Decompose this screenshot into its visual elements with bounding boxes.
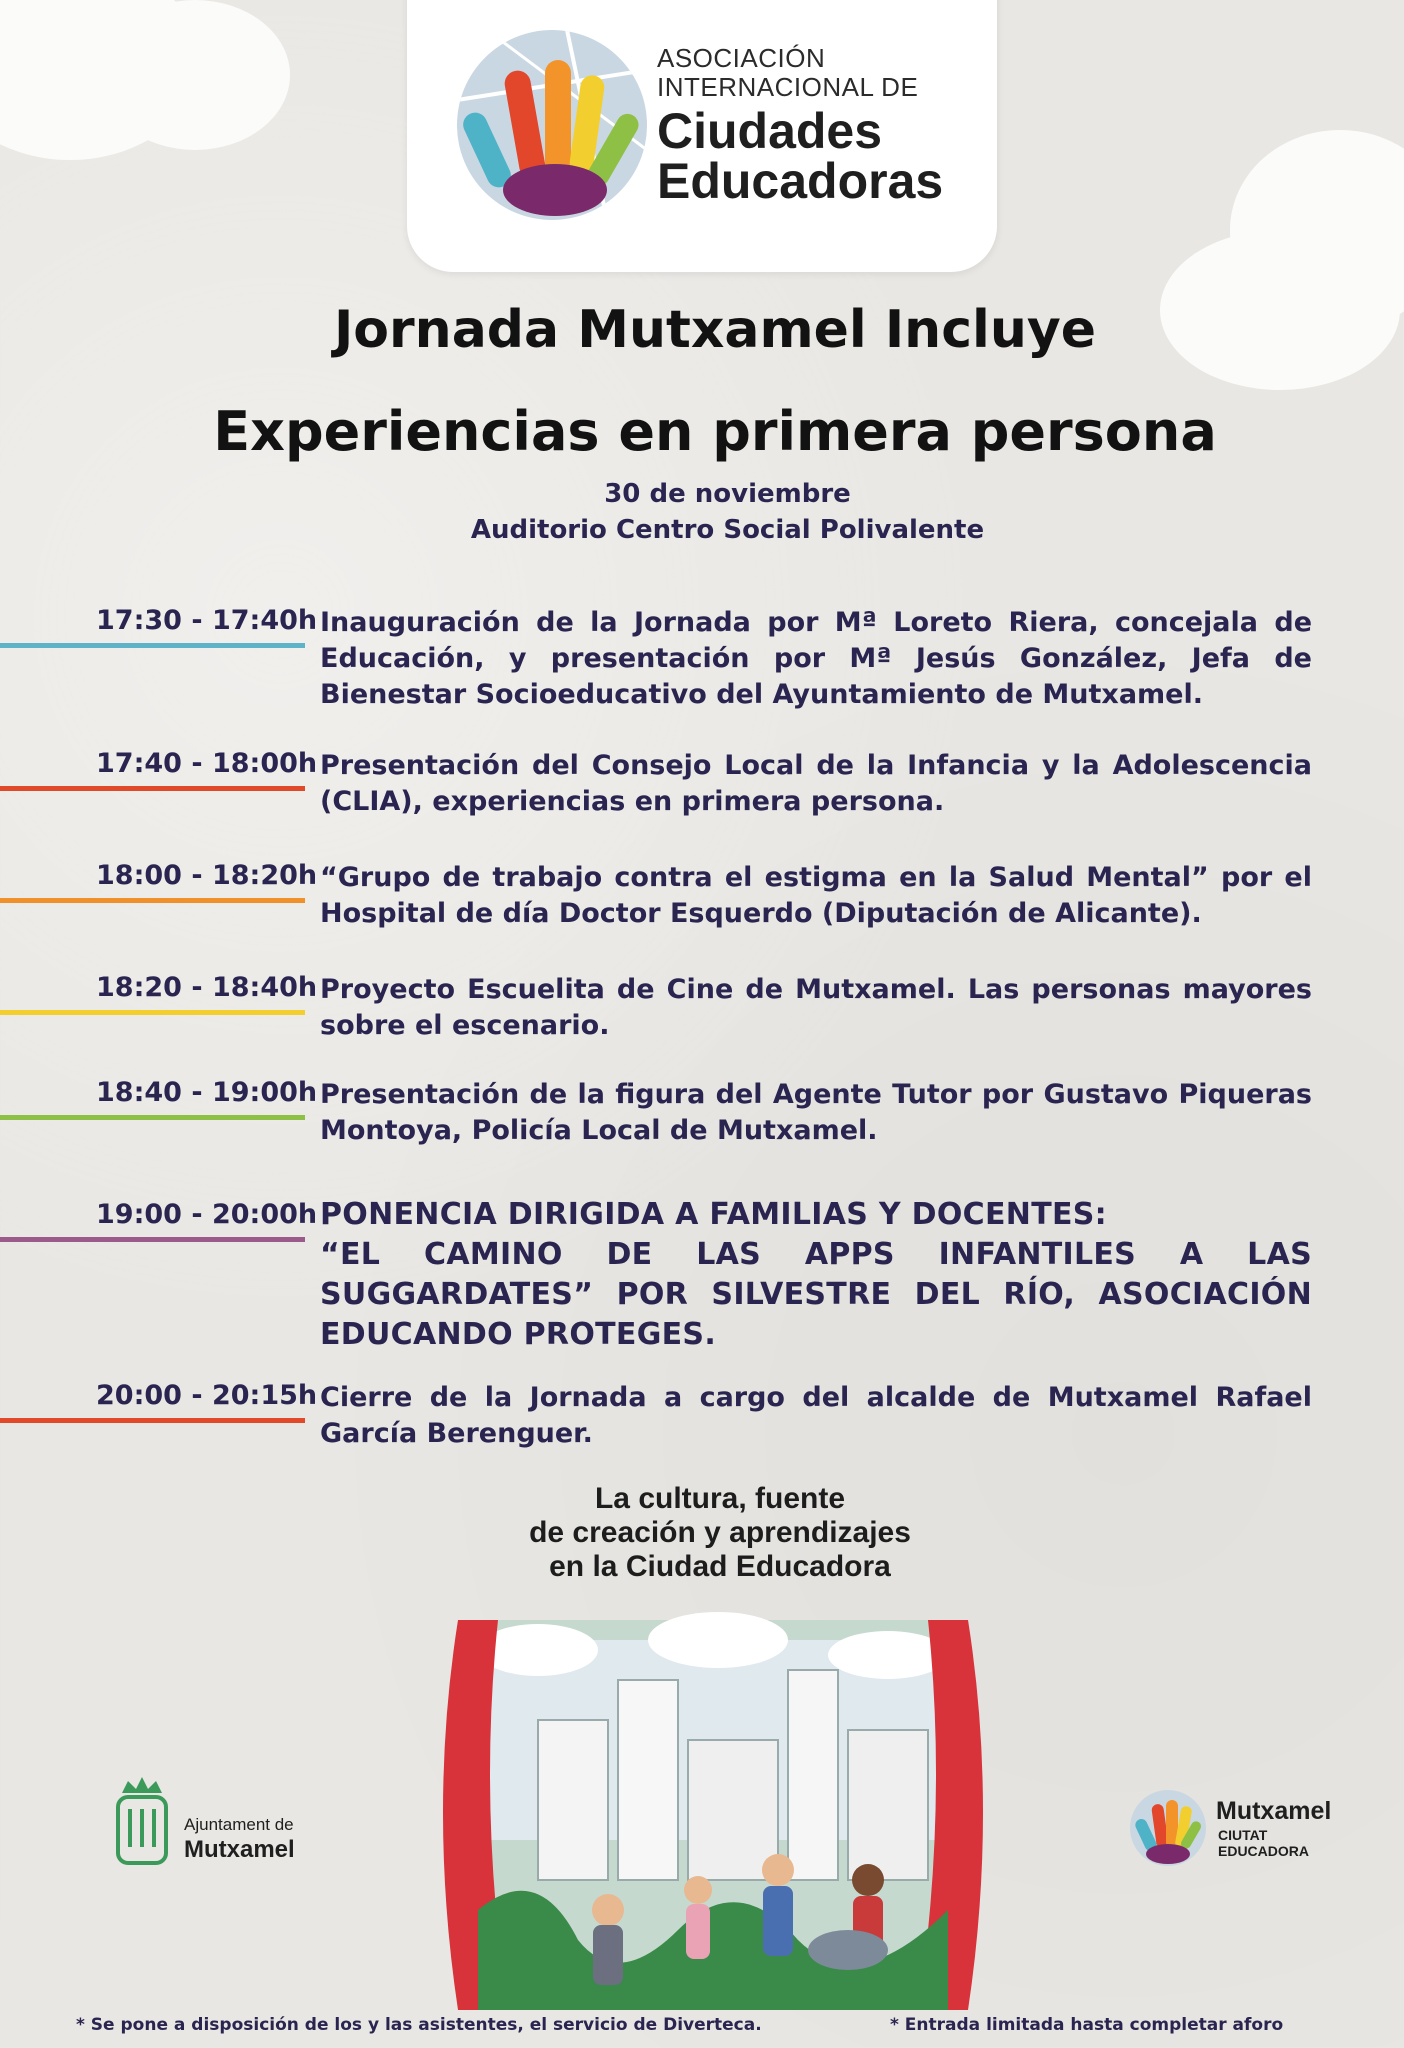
org-line1: ASOCIACIÓN (657, 43, 826, 73)
program-color-bar (0, 898, 305, 903)
program-description: Cierre de la Jornada a cargo del alcalde de Mutxamel Rafael García Berenguer. (320, 1382, 1312, 1449)
program-color-bar (0, 1115, 305, 1120)
program-time: 18:00 - 18:20h (96, 860, 318, 891)
program-description: Proyecto Escuelita de Cine de Mutxamel. Las personas mayores sobre el escenario. (320, 974, 1312, 1041)
theatre-illustration (418, 1610, 1008, 2030)
program-color-bar (0, 1010, 305, 1015)
program-description: Inauguración de la Jornada por Mª Loreto Riera, concejala de Educación, y presentación por Mª Jesús González, Jefa de Bienestar Socioeducativo del Ayuntamiento de Mutxamel. (320, 607, 1312, 710)
event-subtitle: Experiencias en primera persona (213, 400, 1217, 463)
ciutat-educadora-logo-icon (1128, 1788, 1208, 1872)
ajuntament-crest-icon (114, 1775, 170, 1871)
motto-line2: de creación y aprendizajes (529, 1516, 911, 1549)
program-time: 18:20 - 18:40h (96, 972, 318, 1003)
motto (470, 1482, 970, 1584)
motto-line3: en la Ciudad Educadora (549, 1550, 891, 1583)
motto-line1: La cultura, fuente (594, 1482, 846, 1515)
org-line2: INTERNACIONAL DE (657, 72, 919, 102)
ciutat-name: Mutxamel (1216, 1797, 1332, 1825)
org-line4: Educadoras (657, 153, 944, 209)
footer-note-right: * Entrada limitada hasta completar aforo (890, 2015, 1284, 2035)
program-time: 18:40 - 19:00h (96, 1077, 318, 1108)
footer-note-left: * Se pone a disposición de los y las asistentes, el servicio de Diverteca. (76, 2015, 762, 2035)
program-time: 17:30 - 17:40h (96, 605, 318, 636)
ajuntament-small: Ajuntament de (184, 1815, 294, 1834)
program-description-body: “EL CAMINO DE LAS APPS INFANTILES A LAS SUGGARDATES” POR SILVESTRE DEL RÍO, ASOCIACIÓN EDUCANDO PROTEGES. (320, 1237, 1312, 1352)
ciutat-line2: EDUCADORA (1218, 1843, 1309, 1859)
program-description: “Grupo de trabajo contra el estigma en la Salud Mental” por el Hospital de día Doctor Esquerdo (Diputación de Alicante). (320, 862, 1312, 929)
hand-logo-icon (457, 30, 647, 220)
ciutat-line1: CIUTAT (1218, 1827, 1268, 1843)
org-logo-card (407, 0, 997, 272)
event-title: Jornada Mutxamel Incluye (333, 300, 1097, 360)
program-time: 17:40 - 18:00h (96, 748, 318, 779)
event-venue: Auditorio Centro Social Polivalente (470, 515, 985, 545)
program-color-bar (0, 1418, 305, 1423)
program-time: 19:00 - 20:00h (96, 1199, 318, 1230)
org-line3: Ciudades (657, 103, 883, 159)
event-date: 30 de noviembre (604, 479, 851, 509)
program-color-bar (0, 786, 305, 791)
program-description (320, 1195, 1312, 1355)
ajuntament-name: Mutxamel (184, 1836, 295, 1863)
program-description-heading: PONENCIA DIRIGIDA A FAMILIAS Y DOCENTES: (320, 1197, 1107, 1232)
program-color-bar (0, 643, 305, 648)
program-time: 20:00 - 20:15h (96, 1380, 318, 1411)
program-color-bar (0, 1237, 305, 1242)
program-description: Presentación de la figura del Agente Tutor por Gustavo Piqueras Montoya, Policía Local de Mutxamel. (320, 1079, 1312, 1146)
org-name (657, 43, 944, 209)
program-description: Presentación del Consejo Local de la Infancia y la Adolescencia (CLIA), experiencias en primera persona. (320, 750, 1312, 817)
cloud-top-left-2 (100, 0, 290, 150)
